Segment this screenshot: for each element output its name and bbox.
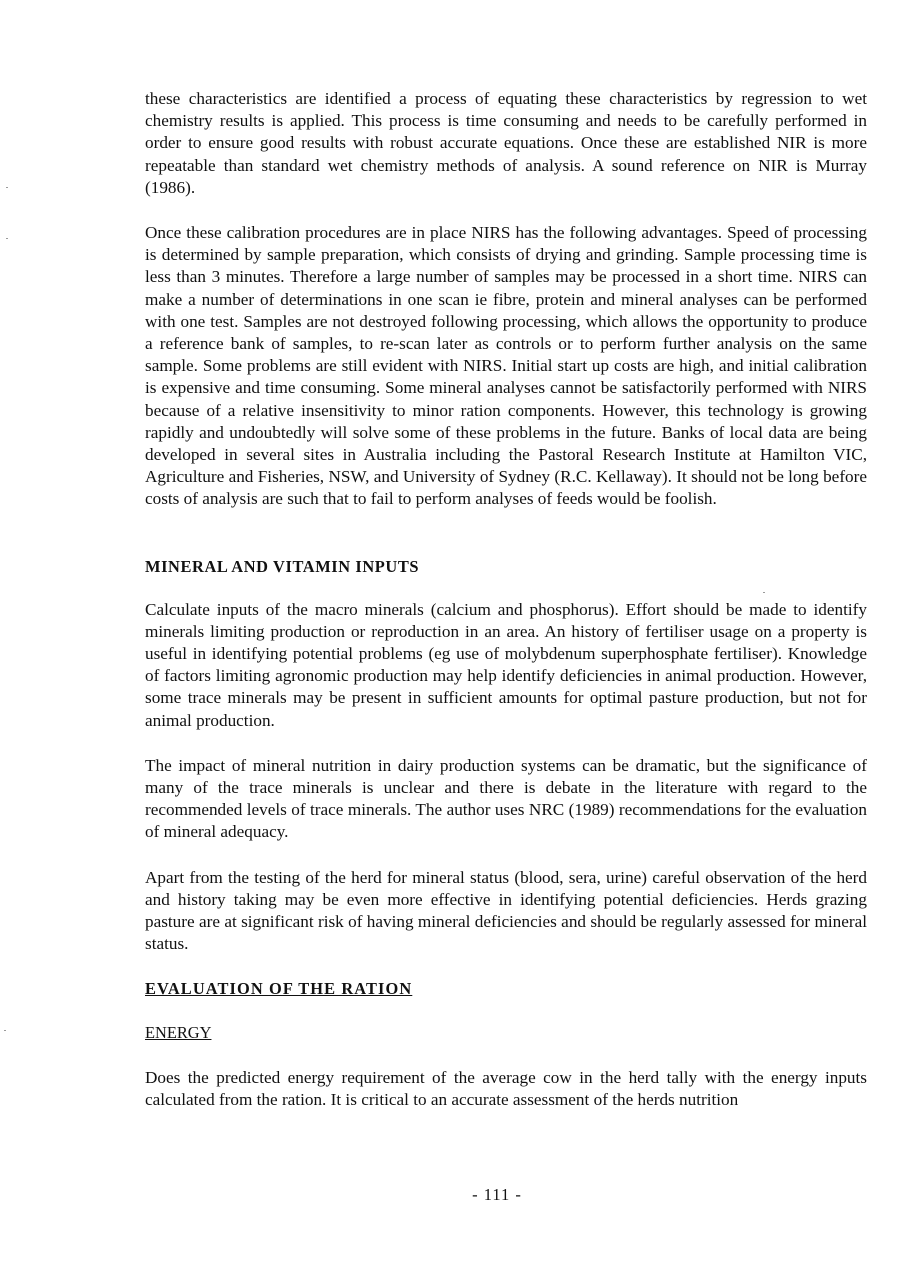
paragraph-nir-calibration: these characteristics are identified a process of equating these characteristics by regression to wet chemistry results is applied. This process is time consuming and needs to be carefully performed in order to ensure good results with robust accurate equations. Once these are established NIR is more repeatable than standard wet chemistry methods of analysis. A sound reference on NIR is Murray (1986).: [145, 89, 867, 197]
scan-mark: [6, 187, 8, 188]
paragraph-nirs-advantages: Once these calibration procedures are in place NIRS has the following advantages. Speed of processing is determined by sample preparation, which consists of drying and grinding. Sample processing time is less than 3 minutes. Therefore a large number of samples may be processed in a short time. NIRS can make a number of determinations in one scan ie fibre, protein and mineral analyses can be performed with one test. Samples are not destroyed following processing, which allows the opportunity to produce a reference bank of samples, to re-scan later as controls or to perform further analysis on the same sample. Some problems are still evident with NIRS. Initial start up costs are high, and initial calibration is expensive and time consuming. Some mineral analyses cannot be satisfactorily performed with NIRS because of a relative insensitivity to minor ration components. However, this technology is growing rapidly and undoubtedly will solve some of these problems in the future. Banks of local data are being developed in several sites in Australia including the Pastoral Research Institute at Hamilton VIC, Agriculture and Fisheries, NSW, and University of Sydney (R.C. Kellaway). It should not be long before costs of analysis are such that to fail to perform analyses of feeds would be foolish.: [145, 223, 867, 509]
paragraph-herd-observation: Apart from the testing of the herd for mineral status (blood, sera, urine) careful observation of the herd and history taking may be even more effective in identifying potential deficiencies. Herds grazing pasture are at significant risk of having mineral deficiencies and should be regularly assessed for mineral status.: [145, 867, 867, 954]
scan-mark: [763, 592, 765, 593]
paragraph-macro-minerals: Calculate inputs of the macro minerals (calcium and phosphorus). Effort should be made to identify minerals limiting production or reproduction in an area. An history of fertiliser usage on a property is useful in identifying potential problems (eg use of molybdenum superphosphate fertiliser). Knowledge of factors limiting agronomic production may help identify deficiencies in animal production. However, some trace minerals may be present in sufficient amounts for optimal pasture production, but not for animal production.: [145, 599, 867, 730]
heading-evaluation-of-ration: EVALUATION OF THE RATION: [145, 978, 413, 998]
scan-mark: [6, 238, 8, 239]
page-number: - 111 -: [472, 1185, 522, 1204]
paragraph-energy-requirement: Does the predicted energy requirement of the average cow in the herd tally with the energy inputs calculated from the ration. It is critical to an accurate assessment of the herds nutrition: [145, 1067, 867, 1109]
document-body: [145, 88, 867, 1111]
scan-mark: [4, 1030, 6, 1031]
subheading-energy: ENERGY: [145, 1022, 212, 1042]
heading-mineral-vitamin-inputs: MINERAL AND VITAMIN INPUTS: [145, 556, 420, 576]
paragraph-mineral-impact: The impact of mineral nutrition in dairy production systems can be dramatic, but the significance of many of the trace minerals is unclear and there is debate in the literature with regard to the recommended levels of trace minerals. The author uses NRC (1989) recommendations for the evaluation of mineral adequacy.: [145, 755, 867, 842]
